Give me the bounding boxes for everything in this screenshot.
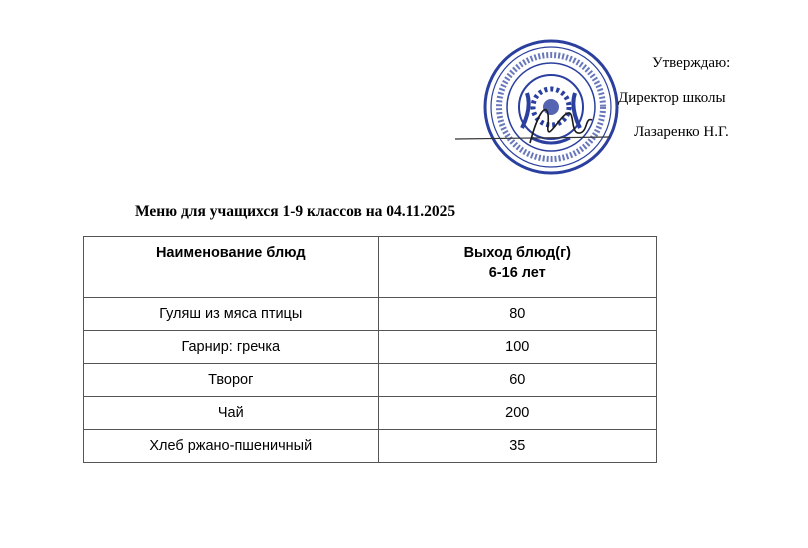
table-header-row (84, 237, 657, 298)
table-row (84, 430, 657, 463)
table-row (84, 397, 657, 430)
dish-cell: Чай (84, 397, 379, 430)
menu-table (83, 236, 657, 463)
column-header-dish (84, 237, 379, 298)
age-header-label: 6-16 лет (488, 265, 546, 281)
menu-title: Меню для учащихся 1-9 классов на 04.11.2025 (135, 203, 456, 220)
signature-icon (450, 95, 640, 155)
table-row (84, 331, 657, 364)
approval-block (0, 0, 808, 180)
column-header-yield (378, 237, 656, 298)
dish-header-label: Наименование блюд (155, 245, 306, 261)
dish-cell: Гарнир: гречка (84, 331, 379, 364)
dish-cell: Хлеб ржано-пшеничный (84, 430, 379, 463)
yield-cell: 80 (378, 298, 656, 331)
yield-cell: 60 (378, 364, 656, 397)
dish-cell: Творог (84, 364, 379, 397)
yield-cell: 35 (378, 430, 656, 463)
yield-cell: 200 (378, 397, 656, 430)
table-row (84, 364, 657, 397)
yield-cell: 100 (378, 331, 656, 364)
dish-cell: Гуляш из мяса птицы (84, 298, 379, 331)
approval-title: Утверждаю: (652, 55, 731, 71)
table-row (84, 298, 657, 331)
approval-name: Лазаренко Н.Г. (634, 124, 729, 140)
approval-role: Директор школы (618, 90, 726, 106)
yield-header-label: Выход блюд(г) (463, 245, 571, 261)
